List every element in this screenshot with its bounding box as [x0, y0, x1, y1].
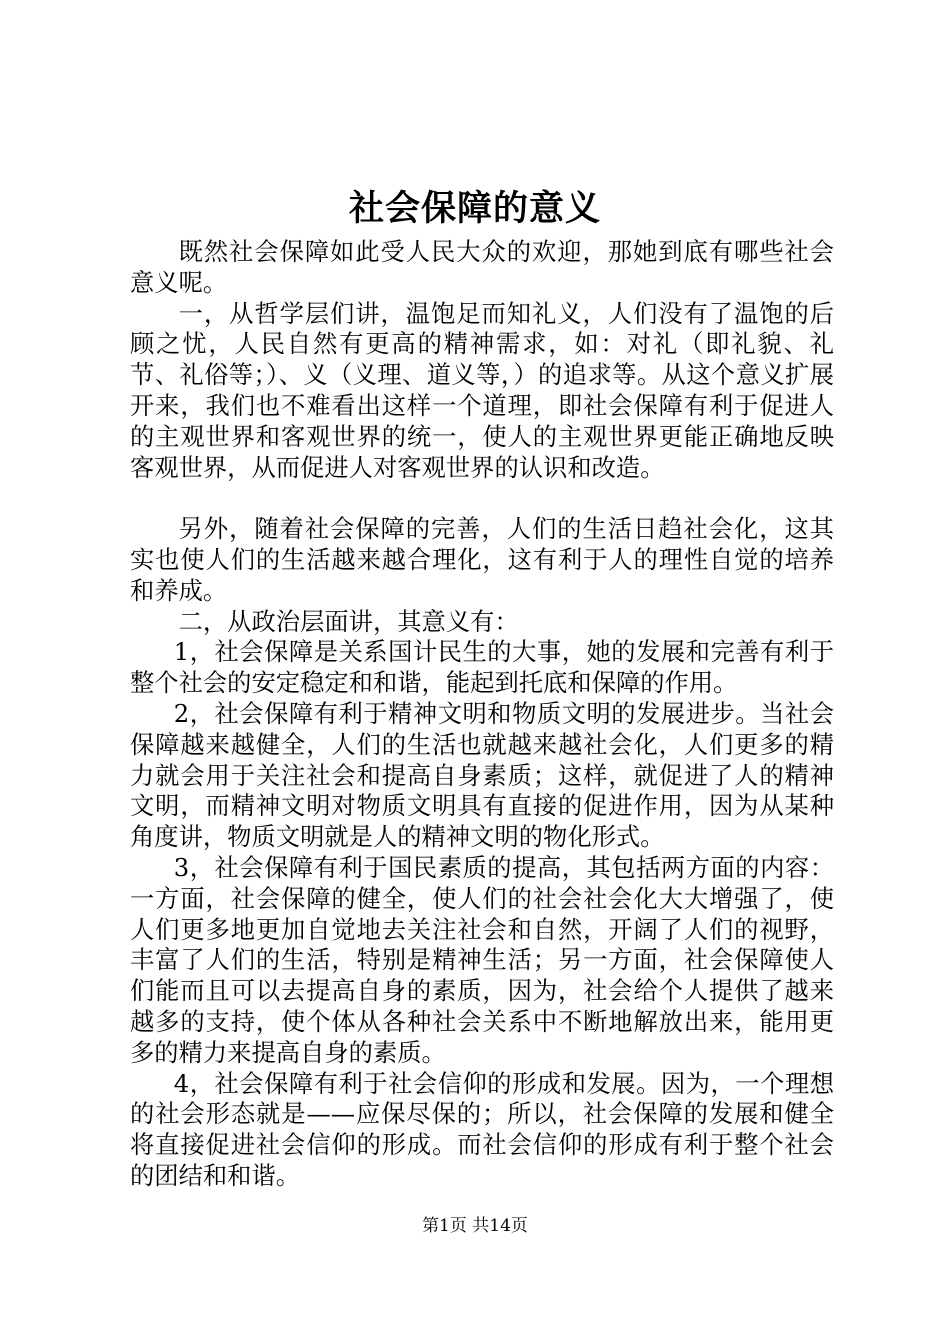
paragraph-additionally: 另外，随着社会保障的完善，人们的生活日趋社会化，这其实也使人们的生活越来越合理化，这有利于人的理性自觉的培养和养成。	[130, 514, 834, 605]
document-body	[130, 237, 834, 1192]
paragraph-point-1: 1，社会保障是关系国计民生的大事，她的发展和完善有利于整个社会的安定稳定和和谐，能起到托底和保障的作用。	[130, 637, 834, 698]
page-number-footer: 第1页 共14页	[422, 1216, 528, 1236]
paragraph-philosophy: 一，从哲学层们讲，温饱足而知礼义，人们没有了温饱的后顾之忧，人民自然有更高的精神需求，如：对礼（即礼貌、礼节、礼俗等；）、义（义理、道义等，）的追求等。从这个意义扩展开来，我们也不难看出这样一个道理，即社会保障有利于促进人的主观世界和客观世界的统一，使人的主观世界更能正确地反映客观世界，从而促进人对客观世界的认识和改造。	[130, 298, 834, 482]
paragraph-point-4: 4，社会保障有利于社会信仰的形成和发展。因为，一个理想的社会形态就是——应保尽保的；所以，社会保障的发展和健全将直接促进社会信仰的形成。而社会信仰的形成有利于整个社会的团结和和谐。	[130, 1068, 834, 1190]
page-title: 社会保障的意义	[348, 188, 601, 229]
paragraph-gap	[130, 483, 834, 514]
paragraph-politics-heading: 二，从政治层面讲，其意义有：	[178, 606, 519, 636]
paragraph-point-2: 2，社会保障有利于精神文明和物质文明的发展进步。当社会保障越来越健全，人们的生活也就越来越社会化，人们更多的精力就会用于关注社会和提高自身素质；这样，就促进了人的精神文明，而精神文明对物质文明具有直接的促进作用，因为从某种角度讲，物质文明就是人的精神文明的物化形式。	[130, 698, 834, 852]
paragraph-point-3: 3，社会保障有利于国民素质的提高，其包括两方面的内容：一方面，社会保障的健全，使人们的社会社会化大大增强了，使人们更多地更加自觉地去关注社会和自然，开阔了人们的视野，丰富了人们的生活，特别是精神生活；另一方面，社会保障使人们能而且可以去提高自身的素质，因为，社会给个人提供了越来越多的支持，使个体从各种社会关系中不断地解放出来，能用更多的精力来提高自身的素质。	[130, 852, 834, 1067]
paragraph-intro: 既然社会保障如此受人民大众的欢迎，那她到底有哪些社会意义呢。	[130, 237, 834, 297]
